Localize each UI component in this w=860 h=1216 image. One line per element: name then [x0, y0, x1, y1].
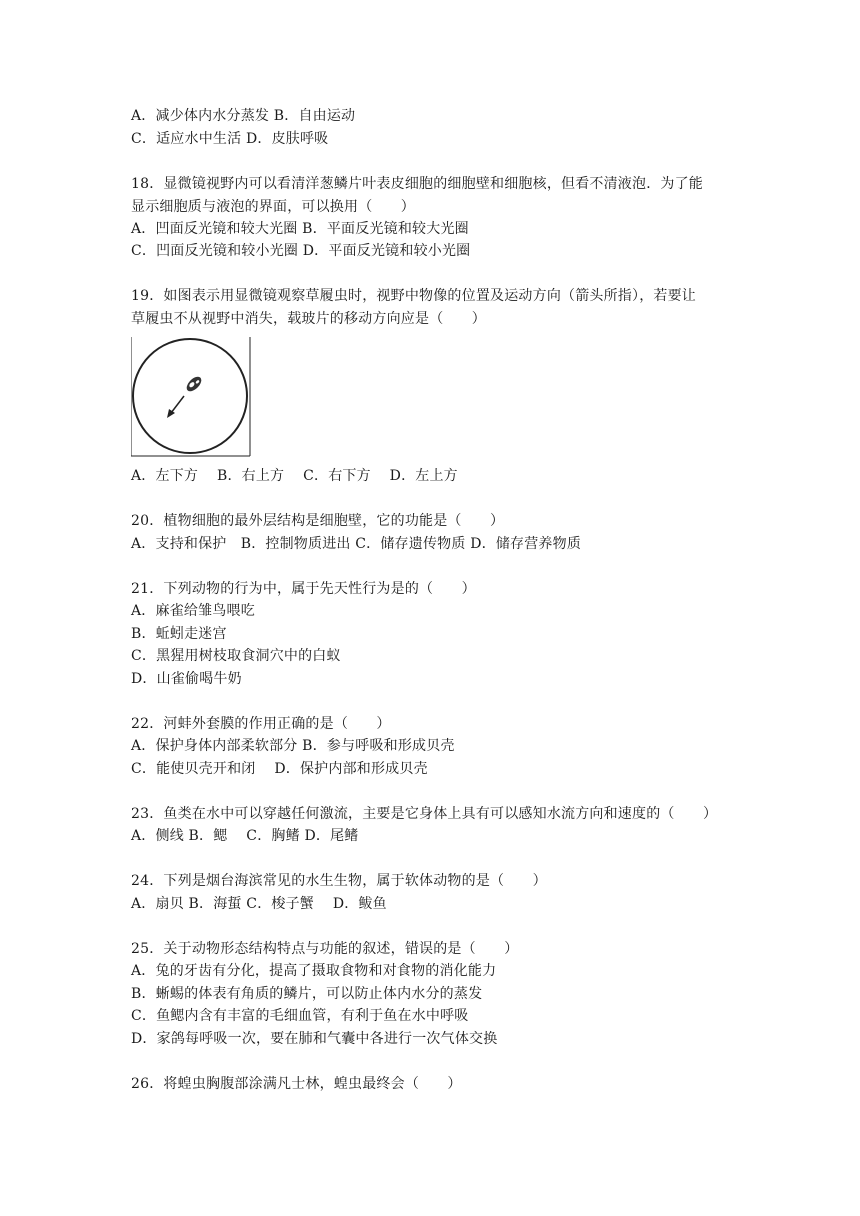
q20-stem: 20．植物细胞的最外层结构是细胞壁，它的功能是（ ） — [131, 513, 505, 529]
q22-option-line-1: A．保护身体内部柔软部分 B．参与呼吸和形成贝壳 — [131, 738, 455, 754]
field-of-view-circle — [133, 339, 247, 453]
q25-option-c: C．鱼鳃内含有丰富的毛细血管，有利于鱼在水中呼吸 — [131, 1008, 469, 1024]
paramecium-icon — [184, 374, 204, 394]
q19-stem-line-2: 草履虫不从视野中消失，载玻片的移动方向应是（ ） — [131, 311, 486, 327]
q19-options: A．左下方 B．右上方 C．右下方 D．左上方 — [131, 468, 458, 484]
q22-stem: 22．河蚌外套膜的作用正确的是（ ） — [131, 716, 391, 732]
q25-option-a: A．兔的牙齿有分化，提高了摄取食物和对食物的消化能力 — [131, 963, 497, 979]
q22-option-line-2: C．能使贝壳开和闭 D．保护内部和形成贝壳 — [131, 761, 428, 777]
q17-option-line-2: C．适应水中生活 D．皮肤呼吸 — [131, 131, 329, 147]
q21-stem: 21．下列动物的行为中，属于先天性行为是的（ ） — [131, 581, 476, 597]
q18-option-line-1: A．凹面反光镜和较大光圈 B．平面反光镜和较大光圈 — [131, 221, 469, 237]
q18-stem-line-1: 18．显微镜视野内可以看清洋葱鳞片叶表皮细胞的细胞壁和细胞核，但看不清液泡．为了能 — [131, 176, 704, 192]
microscope-field-figure — [131, 337, 251, 457]
q26-stem: 26．将蝗虫胸腹部涂满凡士林，蝗虫最终会（ ） — [131, 1076, 462, 1092]
q20-options: A．支持和保护 B．控制物质进出 C．储存遗传物质 D．储存营养物质 — [131, 536, 582, 552]
q23-options: A．侧线 B．鳃 C．胸鳍 D．尾鳍 — [131, 828, 359, 844]
q25-option-d: D．家鸽每呼吸一次，要在肺和气囊中各进行一次气体交换 — [131, 1031, 498, 1047]
q18-option-line-2: C．凹面反光镜和较小光圈 D．平面反光镜和较小光圈 — [131, 243, 471, 259]
q25-stem: 25．关于动物形态结构特点与功能的叙述，错误的是（ ） — [131, 941, 519, 957]
q25-option-b: B．蜥蜴的体表有角质的鳞片，可以防止体内水分的蒸发 — [131, 986, 483, 1002]
q21-option-d: D．山雀偷喝牛奶 — [131, 671, 242, 687]
q24-options: A．扇贝 B．海蜇 C．梭子蟹 D．鲅鱼 — [131, 896, 387, 912]
q21-option-a: A．麻雀给雏鸟喂吃 — [131, 603, 255, 619]
q19-stem-line-1: 19．如图表示用显微镜观察草履虫时，视野中物像的位置及运动方向（箭头所指），若要让 — [131, 288, 697, 304]
q17-option-line-1: A．减少体内水分蒸发 B．自由运动 — [131, 108, 356, 124]
q23-stem: 23．鱼类在水中可以穿越任何激流，主要是它身体上具有可以感知水流方向和速度的（ ） — [131, 806, 718, 822]
q18-stem-line-2: 显示细胞质与液泡的界面，可以换用（ ） — [131, 199, 415, 215]
movement-arrow-shaft — [171, 396, 184, 413]
q21-option-c: C．黑猩用树枝取食洞穴中的白蚁 — [131, 648, 341, 664]
q24-stem: 24．下列是烟台海滨常见的水生生物，属于软体动物的是（ ） — [131, 873, 547, 889]
q21-option-b: B．蚯蚓走迷宫 — [131, 626, 227, 642]
